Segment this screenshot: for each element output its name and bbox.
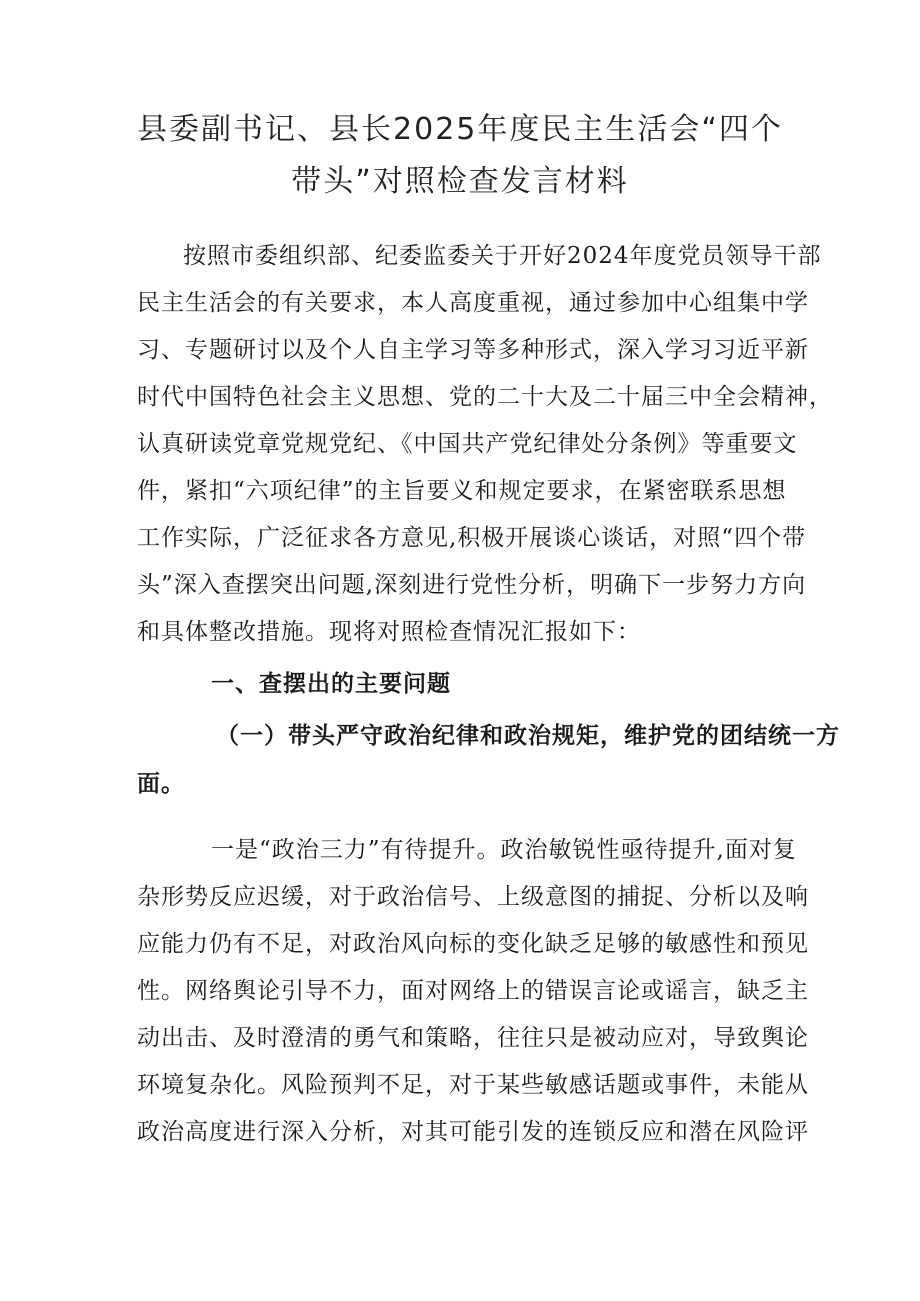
body-line-2: 杂形势反应迟缓，对于政治信号、上级意图的捕捉、分析以及响 bbox=[137, 884, 809, 910]
body-line-7: 政治高度进行深入分析，对其可能引发的连锁反应和潜在风险评 bbox=[137, 1119, 809, 1145]
body-line-5: 动出击、及时澄清的勇气和策略，往往只是被动应对，导致舆论 bbox=[137, 1025, 809, 1051]
document-title-line-1: 县委副书记、县长2025年度民主生活会“四个 bbox=[137, 112, 783, 147]
body-line-1: 一是“政治三力”有待提升。政治敏锐性亟待提升,面对复 bbox=[211, 837, 797, 863]
intro-line-4: 时代中国特色社会主义思想、党的二十大及二十届三中全会精神， bbox=[137, 384, 833, 410]
subsection-heading-line-1: （一）带头严守政治纪律和政治规矩，维护党的团结统一方 bbox=[216, 723, 840, 749]
intro-line-1: 按照市委组织部、纪委监委关于开好2024年度党员领导干部 bbox=[183, 243, 822, 269]
body-line-6: 环境复杂化。风险预判不足，对于某些敏感话题或事件，未能从 bbox=[137, 1072, 809, 1098]
intro-line-7: 工作实际，广泛征求各方意见,积极开展谈心谈话，对照“四个带 bbox=[137, 525, 807, 551]
intro-line-6: 件，紧扣“六项纪律”的主旨要义和规定要求，在紧密联系思想 bbox=[137, 478, 787, 504]
intro-line-2: 民主生活会的有关要求，本人高度重视，通过参加中心组集中学 bbox=[137, 290, 809, 316]
intro-line-9: 和具体整改措施。现将对照检查情况汇报如下： bbox=[137, 619, 641, 645]
document-title-line-2: 带头”对照检查发言材料 bbox=[291, 164, 629, 199]
intro-line-3: 习、专题研讨以及个人自主学习等多种形式，深入学习习近平新 bbox=[137, 337, 809, 363]
intro-line-5: 认真研读党章党规党纪、《中国共产党纪律处分条例》等重要文 bbox=[137, 431, 798, 457]
section-heading: 一、查摆出的主要问题 bbox=[211, 671, 451, 697]
intro-line-8: 头”深入查摆突出问题,深刻进行党性分析，明确下一步努力方向 bbox=[137, 572, 807, 598]
subsection-heading-line-2: 面。 bbox=[137, 771, 185, 797]
body-line-4: 性。网络舆论引导不力，面对网络上的错误言论或谣言，缺乏主 bbox=[137, 978, 809, 1004]
body-line-3: 应能力仍有不足，对政治风向标的变化缺乏足够的敏感性和预见 bbox=[137, 931, 809, 957]
